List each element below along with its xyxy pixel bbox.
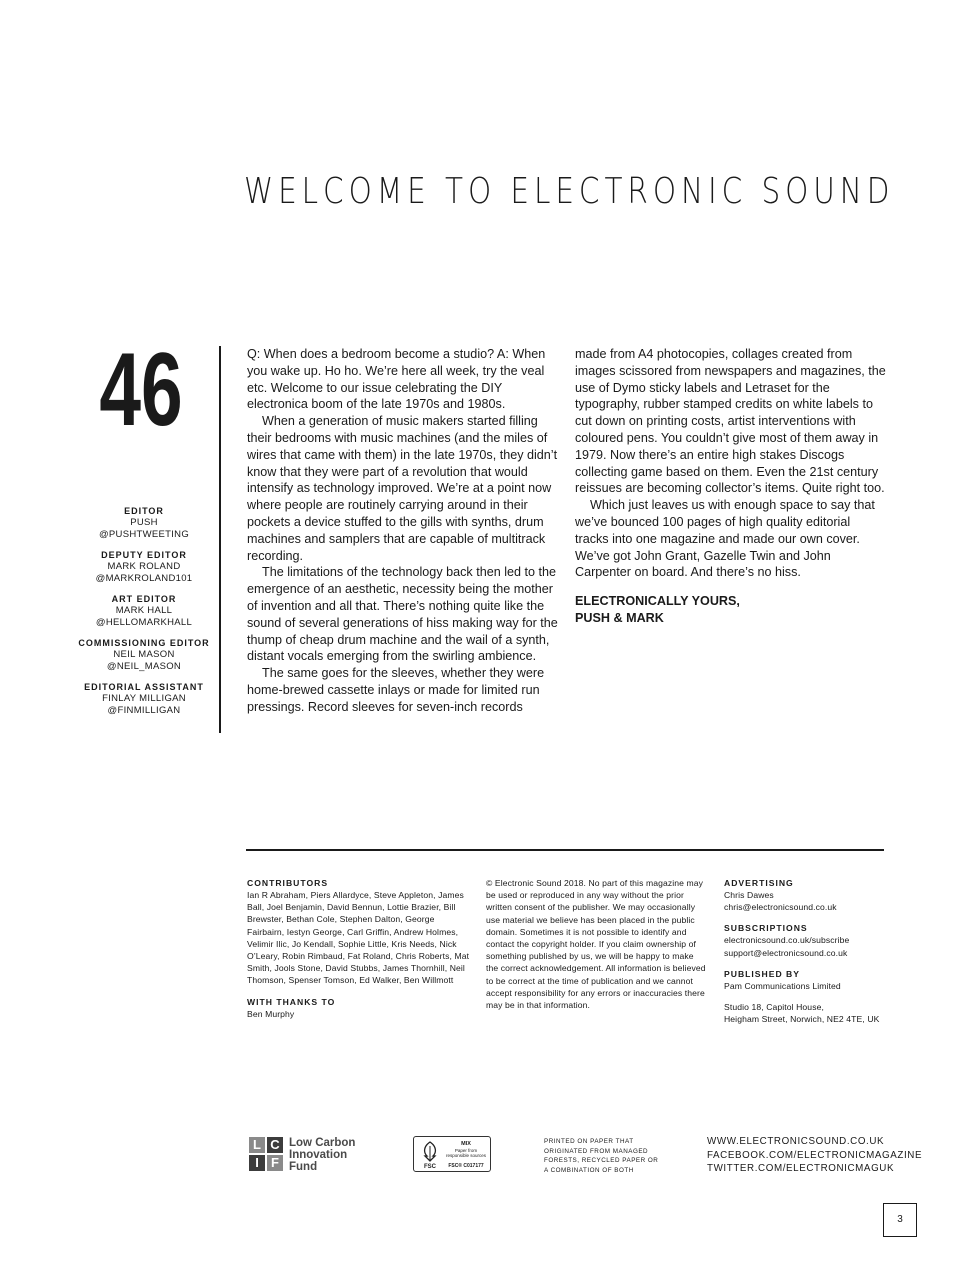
advertising-heading: ADVERTISING (724, 878, 794, 888)
twitter-link[interactable]: TWITTER.COM/ELECTRONICMAGUK (707, 1163, 895, 1174)
copyright-notice: © Electronic Sound 2018. No part of this magazine may be used or reproduced in any way without the prior written consent of the publisher. We may occasionally use material we believe has been placed in the public domain. Sometimes it is not possible to identify and contact the copyright holder. If you claim ownership of something published by us, we will be happy to make the correct acknowledgement. All information is believed to be correct at the time of publication and we cannot accept responsibility for any errors or inaccuracies there may be in that information. (486, 878, 706, 1011)
publisher-address: Studio 18, Capitol House, (724, 1002, 824, 1013)
page-number: 3 (883, 1203, 917, 1237)
staff-editor (70, 505, 218, 541)
staff-list (70, 505, 218, 725)
contributors-section (247, 877, 472, 1020)
staff-handle: @MARKROLAND101 (95, 573, 193, 584)
horizontal-divider (246, 849, 884, 851)
lcif-logo-grid (249, 1137, 283, 1171)
staff-handle: @NEIL_MASON (106, 661, 182, 672)
staff-role: ART EDITOR (111, 594, 177, 604)
advertising-email[interactable]: chris@electronicsound.co.uk (724, 902, 837, 913)
printed-note (544, 1137, 664, 1175)
staff-name: NEIL MASON (113, 649, 175, 660)
contributors-heading: CONTRIBUTORS (247, 878, 329, 888)
article-column-2 (575, 346, 887, 627)
contact-section (724, 877, 894, 1025)
article-paragraph: made from A4 photocopies, collages created from images scissored from newspapers and magazines, the use of Dymo sticky labels and Letraset for the typography, rubber stamped credits on white labels to cut down on printing costs, artist interventions with coloured pens. You couldn’t give most of them away in 1979. Now there’s an entire high stakes Discogs collecting game based on them. Even the 21st century reissues are becoming collector’s items. Quite right too. (575, 347, 886, 496)
lcif-letter: F (267, 1155, 283, 1171)
fsc-mix: MIX (461, 1141, 471, 1147)
staff-handle: @FINMILLIGAN (107, 705, 181, 716)
printed-note-line: FORESTS, RECYCLED PAPER OR (544, 1157, 659, 1164)
fsc-brand: FSC (424, 1164, 436, 1170)
staff-name: FINLAY MILLIGAN (102, 693, 186, 704)
printed-note-line: A COMBINATION OF BOTH (544, 1166, 634, 1174)
article-paragraph: Q: When does a bedroom become a studio? A: When you wake up. Ho ho. We’re here all week, try the veal etc. Welcome to our issue celebrating the DIY electronica boom of the late 1970s and 1980s. (247, 347, 546, 412)
subscriptions-heading: SUBSCRIPTIONS (724, 923, 808, 934)
advertising-name: Chris Dawes (724, 890, 774, 900)
printed-note-line: ORIGINATED FROM MANAGED (544, 1147, 649, 1155)
fsc-sub-line: responsible sources (445, 1153, 487, 1158)
lcif-line: Innovation (289, 1149, 348, 1161)
lcif-letter: C (267, 1137, 283, 1153)
staff-name: MARK HALL (115, 605, 173, 616)
fsc-code: FSC® C017177 (448, 1163, 484, 1169)
staff-role: EDITORIAL ASSISTANT (84, 682, 204, 692)
publisher-address: Heigham Street, Norwich, NE2 4TE, UK (724, 1014, 880, 1025)
staff-name: MARK ROLAND (107, 561, 181, 572)
lcif-line: Low Carbon (289, 1137, 356, 1149)
staff-art-editor (70, 593, 218, 629)
fsc-subtext (444, 1148, 488, 1158)
lcif-letter: L (249, 1137, 265, 1153)
staff-role: DEPUTY EDITOR (101, 550, 187, 560)
page-title: WELCOME TO ELECTRONIC SOUND (244, 171, 895, 212)
facebook-link[interactable]: FACEBOOK.COM/ELECTRONICMAGAZINE (707, 1149, 923, 1161)
issue-number: 46 (99, 332, 183, 448)
staff-editorial-assistant (70, 681, 218, 717)
subscriptions-email[interactable]: support@electronicsound.co.uk (724, 947, 848, 958)
web-links (707, 1135, 923, 1176)
printed-note-line: PRINTED ON PAPER THAT (544, 1138, 634, 1145)
article-column-1 (247, 346, 559, 716)
lcif-logo (249, 1137, 369, 1173)
lcif-line: Fund (289, 1161, 318, 1173)
staff-handle: @PUSHTWEETING (98, 529, 190, 540)
vertical-divider (219, 346, 221, 733)
website-link[interactable]: WWW.ELECTRONICSOUND.CO.UK (707, 1136, 885, 1147)
article-paragraph: When a generation of music makers started filling their bedrooms with music machines (and the miles of wires that came with them) in the late 1970s, they didn’t know that they were part of a revolution that would intensify as technology improved. We’re at a point now where people are routinely carrying around in their pockets a device stuffed to the gills with synths, drum machines and samplers that are capable of multitrack recording. (247, 414, 558, 563)
contributors-list: Ian R Abraham, Piers Allardyce, Steve Appleton, James Ball, Joel Benjamin, David Bennun, Lottie Brazier, Bill Brewster, Bethan Cole, Stephen Dalton, George Fairbairn, Iestyn George, Carl Griffin, Andrew Holmes, Velimir Ilic, Jo Kendall, Sophie Little, Kris Needs, Nick O’Leary, Robin Rimbaud, Fat Roland, Chris Roberts, Mat Smith, Jools Stone, David Stubbs, James Thornhill, Neil Thomson, Spenser Tomson, Ed Walker, Ben Willmott (247, 890, 470, 986)
published-by-heading: PUBLISHED BY (724, 968, 800, 979)
lcif-letter: I (249, 1155, 265, 1171)
signoff-line: PUSH & MARK (575, 610, 664, 625)
thanks-text: Ben Murphy (247, 1008, 295, 1019)
lcif-logo-text (289, 1137, 369, 1173)
article-paragraph: Which just leaves us with enough space to say that we’ve bounced 100 pages of high quality editorial tracks into one magazine and made our own cover. We’ve got John Grant, Gazelle Twin and John Carpenter on board. And there’s no hiss. (575, 498, 875, 580)
staff-role: COMMISSIONING EDITOR (78, 638, 210, 648)
publisher-name: Pam Communications Limited (724, 980, 841, 991)
staff-role: EDITOR (124, 506, 164, 516)
thanks-heading: WITH THANKS TO (247, 996, 336, 1007)
fsc-logo (413, 1136, 491, 1172)
signoff (575, 593, 887, 627)
article-paragraph: The limitations of the technology back then led to the emergence of an aesthetic, necessity being the mother of invention and all that. There’s nothing quite like the sound of several generations of hiss making way for the thump of cheap drum machine and the wail of a synth, distant vocals emerging from the swirling ambience. (247, 565, 558, 664)
staff-commissioning-editor (70, 637, 218, 673)
fsc-tree-icon (418, 1140, 442, 1170)
fsc-sub-line: Paper from (454, 1148, 478, 1153)
subscriptions-url[interactable]: electronicsound.co.uk/subscribe (724, 935, 850, 946)
staff-name: PUSH (130, 517, 158, 528)
staff-deputy-editor (70, 549, 218, 585)
staff-handle: @HELLOMARKHALL (95, 617, 193, 628)
article-paragraph: The same goes for the sleeves, whether they were home-brewed cassette inlays or made for limited run pressings. Record sleeves for seven-inch records (247, 666, 545, 714)
signoff-line: ELECTRONICALLY YOURS, (575, 594, 740, 609)
